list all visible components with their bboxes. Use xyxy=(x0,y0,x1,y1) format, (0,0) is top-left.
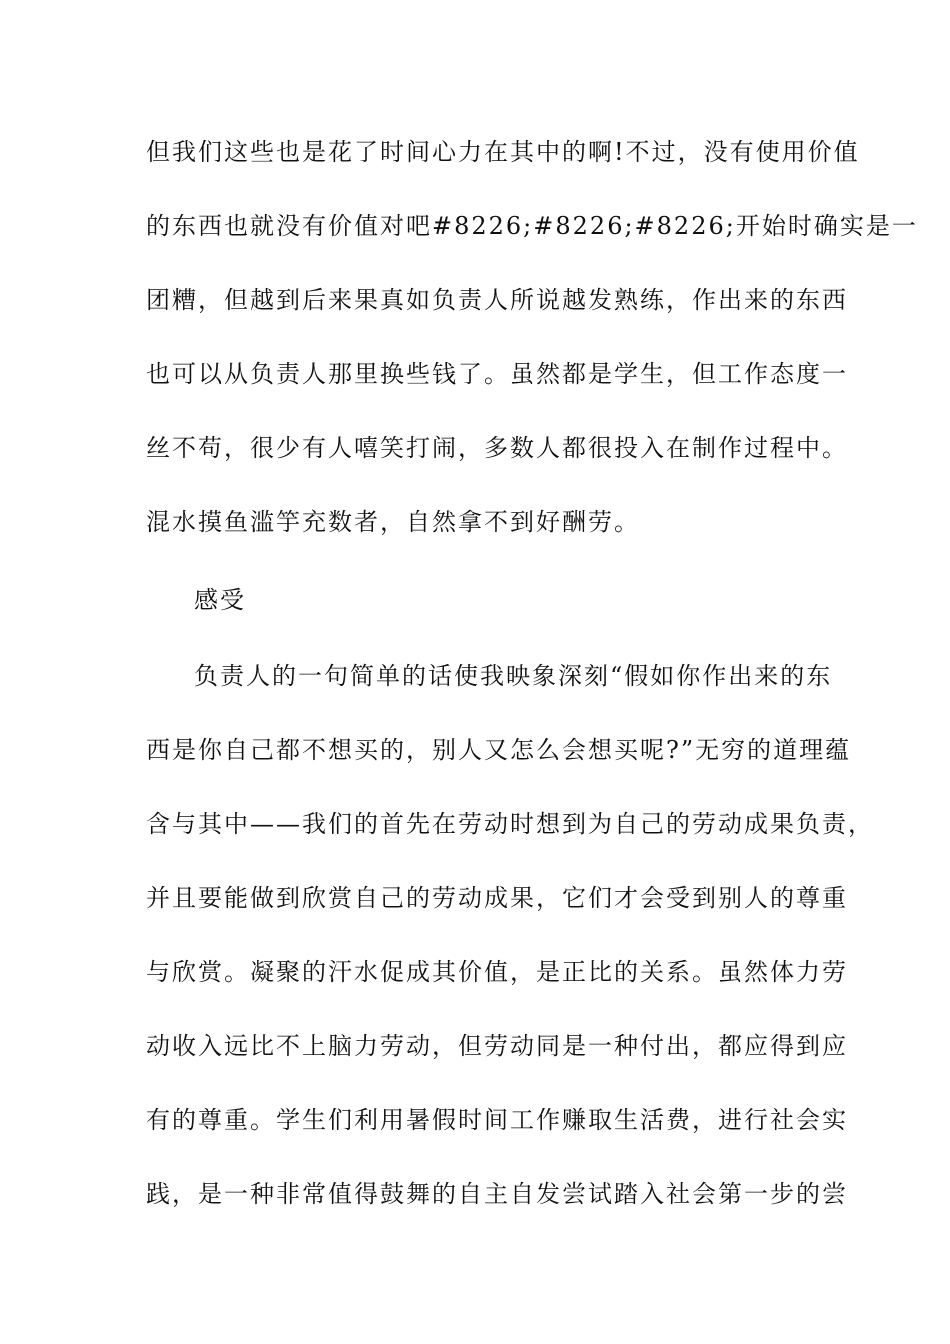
text-line: 与欣赏。凝聚的汗水促成其价值，是正比的关系。虽然体力劳 xyxy=(146,958,848,986)
text-line: 动收入远比不上脑力劳动，但劳动同是一种付出，都应得到应 xyxy=(146,1032,848,1060)
text-line: 丝不苟，很少有人嘻笑打闹，多数人都很投入在制作过程中。 xyxy=(146,434,848,462)
text-line: 含与其中——我们的首先在劳动时想到为自己的劳动成果负责， xyxy=(146,810,874,838)
text-line: 团糟，但越到后来果真如负责人所说越发熟练，作出来的东西 xyxy=(146,286,848,314)
text-line: 也可以从负责人那里换些钱了。虽然都是学生，但工作态度一 xyxy=(146,360,848,388)
section-heading: 感受 xyxy=(194,586,246,614)
text-line: 但我们这些也是花了时间心力在其中的啊!不过，没有使用价值 xyxy=(146,138,860,166)
text-line: 西是你自己都不想买的，别人又怎么会想买呢?”无穷的道理蕴 xyxy=(146,736,852,764)
text-line: 并且要能做到欣赏自己的劳动成果，它们才会受到别人的尊重 xyxy=(146,884,848,912)
text-line: 践，是一种非常值得鼓舞的自主自发尝试踏入社会第一步的尝 xyxy=(146,1180,848,1208)
text-line: 混水摸鱼滥竽充数者，自然拿不到好酬劳。 xyxy=(146,508,640,536)
text-line: 有的尊重。学生们利用暑假时间工作赚取生活费，进行社会实 xyxy=(146,1106,848,1134)
text-line: 的东西也就没有价值对吧#8226;#8226;#8226;开始时确实是一 xyxy=(146,212,918,240)
text-line: 负责人的一句简单的话使我映象深刻“假如你作出来的东 xyxy=(194,662,833,690)
